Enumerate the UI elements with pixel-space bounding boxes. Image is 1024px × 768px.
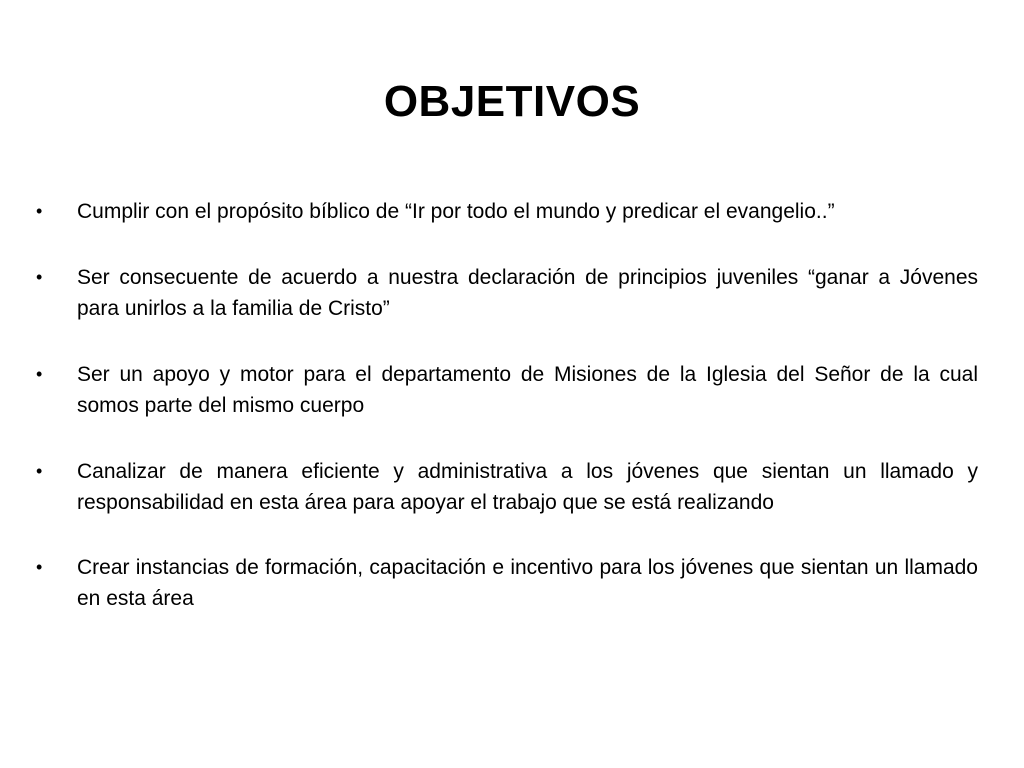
bullet-icon: • bbox=[36, 201, 43, 221]
list-item bbox=[32, 196, 978, 227]
list-item bbox=[32, 359, 978, 421]
list-item-text: Canalizar de manera eficiente y administrativa a los jóvenes que sientan un llamado y responsabilidad en esta área para apoyar el trabajo que se está realizando bbox=[77, 460, 978, 514]
list-item-text: Ser consecuente de acuerdo a nuestra declaración de principios juveniles “ganar a Jóvenes para unirlos a la familia de Cristo” bbox=[77, 266, 978, 320]
bullet-icon: • bbox=[36, 461, 43, 481]
bullet-icon: • bbox=[36, 267, 43, 287]
list-item-text: Ser un apoyo y motor para el departamento de Misiones de la Iglesia del Señor de la cual somos parte del mismo cuerpo bbox=[77, 363, 978, 417]
list-item-text: Cumplir con el propósito bíblico de “Ir por todo el mundo y predicar el evangelio..” bbox=[77, 200, 835, 223]
objectives-list bbox=[32, 196, 978, 649]
list-item bbox=[32, 552, 978, 614]
bullet-icon: • bbox=[36, 557, 43, 577]
list-item-text: Crear instancias de formación, capacitación e incentivo para los jóvenes que sientan un llamado en esta área bbox=[77, 556, 978, 610]
list-item bbox=[32, 262, 978, 324]
bullet-icon: • bbox=[36, 364, 43, 384]
slide-title: OBJETIVOS bbox=[383, 77, 641, 126]
list-item bbox=[32, 456, 978, 518]
